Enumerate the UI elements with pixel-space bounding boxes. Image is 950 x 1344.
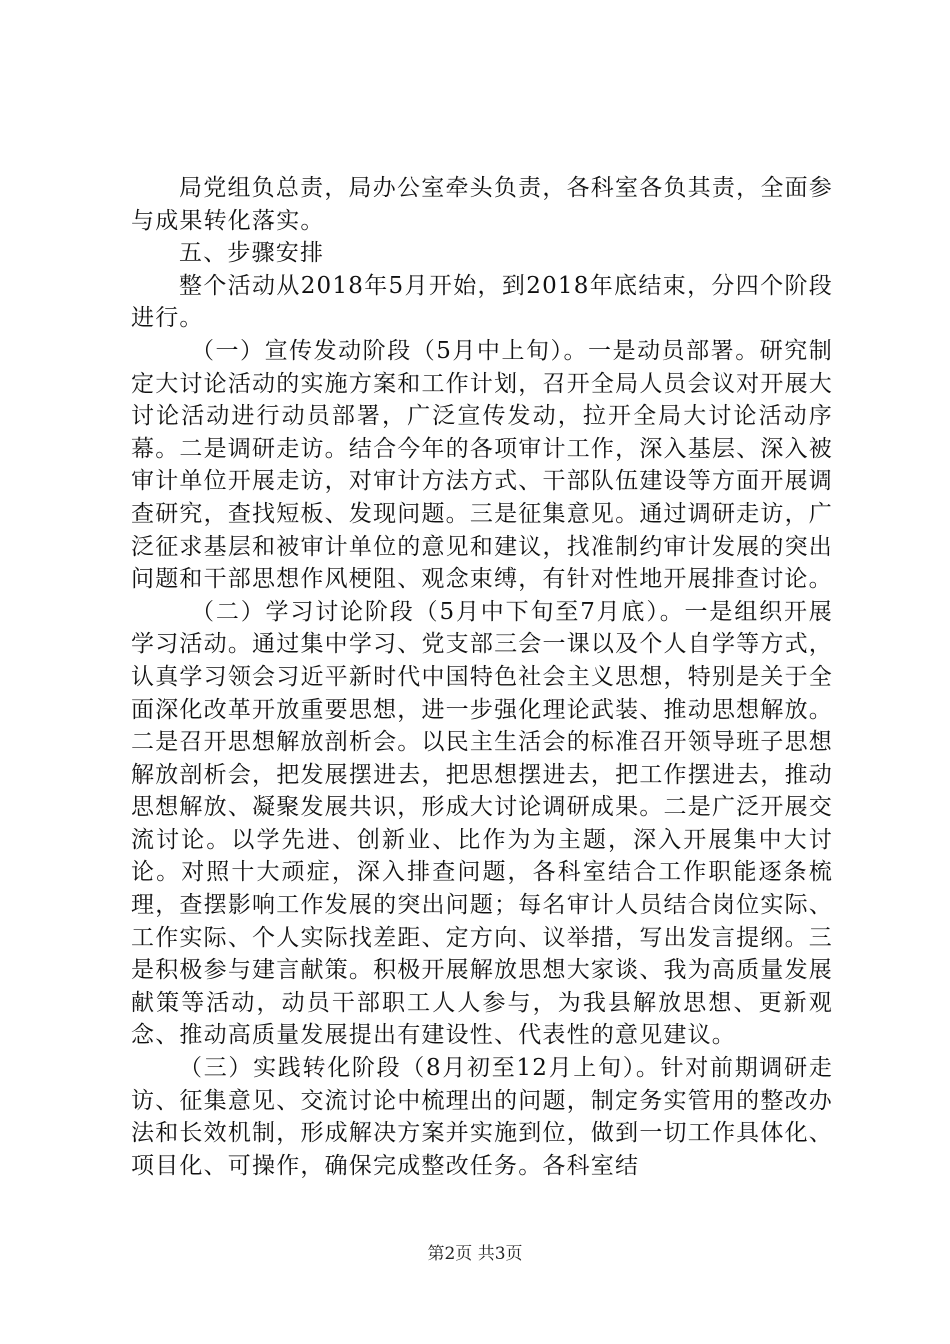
document-body [131,172,833,1182]
paragraph-overview: 整个活动从2018年5月开始，到2018年底结束，分四个阶段进行。 [131,272,833,332]
paragraph-responsibility: 局党组负总责，局办公室牵头负责，各科室各负其责，全面参与成果转化落实。 [131,175,833,234]
section-heading-steps: 五、步骤安排 [179,240,325,267]
paragraph-phase-three: （三）实践转化阶段（8月初至12月上旬）。针对前期调研走访、征集意见、交流讨论中梳理出的问题，制定务实管用的整改办法和长效机制，形成解决方案并实施到位，做到一切工作具体化、项目化、可操作，确保完成整改任务。各科室结 [131,1055,833,1179]
paragraph-phase-one: （一）宣传发动阶段（5月中上旬）。一是动员部署。研究制定大讨论活动的实施方案和工作计划，召开全局人员会议对开展大讨论活动进行动员部署，广泛宣传发动，拉开全局大讨论活动序幕。二是调研走访。结合今年的各项审计工作，深入基层、深入被审计单位开展走访，对审计方法方式、干部队伍建设等方面开展调查研究，查找短板、发现问题。三是征集意见。通过调研走访，广泛征求基层和被审计单位的意见和建议，找准制约审计发展的突出问题和干部思想作风梗阻、观念束缚，有针对性地开展排查讨论。 [131,337,833,593]
paragraph-phase-two: （二）学习讨论阶段（5月中下旬至7月底）。一是组织开展学习活动。通过集中学习、党支部三会一课以及个人自学等方式，认真学习领会习近平新时代中国特色社会主义思想，特别是关于全面深化改革开放重要思想，进一步强化理论武装、推动思想解放。二是召开思想解放剖析会。以民主生活会的标准召开领导班子思想解放剖析会，把发展摆进去，把思想摆进去，把工作摆进去，推动思想解放、凝聚发展共识，形成大讨论调研成果。二是广泛开展交流讨论。以学先进、创新业、比作为为主题，深入开展集中大讨论。对照十大顽症，深入排查问题，各科室结合工作职能逐条梳理，查摆影响工作发展的突出问题；每名审计人员结合岗位实际、工作实际、个人实际找差距、定方向、议举措，写出发言提纲。三是积极参与建言献策。积极开展解放思想大家谈、我为高质量发展献策等活动，动员干部职工人人参与，为我县解放思想、更新观念、推动高质量发展提出有建设性、代表性的意见建议。 [131,598,833,1049]
page-number-footer: 第2页 共3页 [427,1244,523,1264]
